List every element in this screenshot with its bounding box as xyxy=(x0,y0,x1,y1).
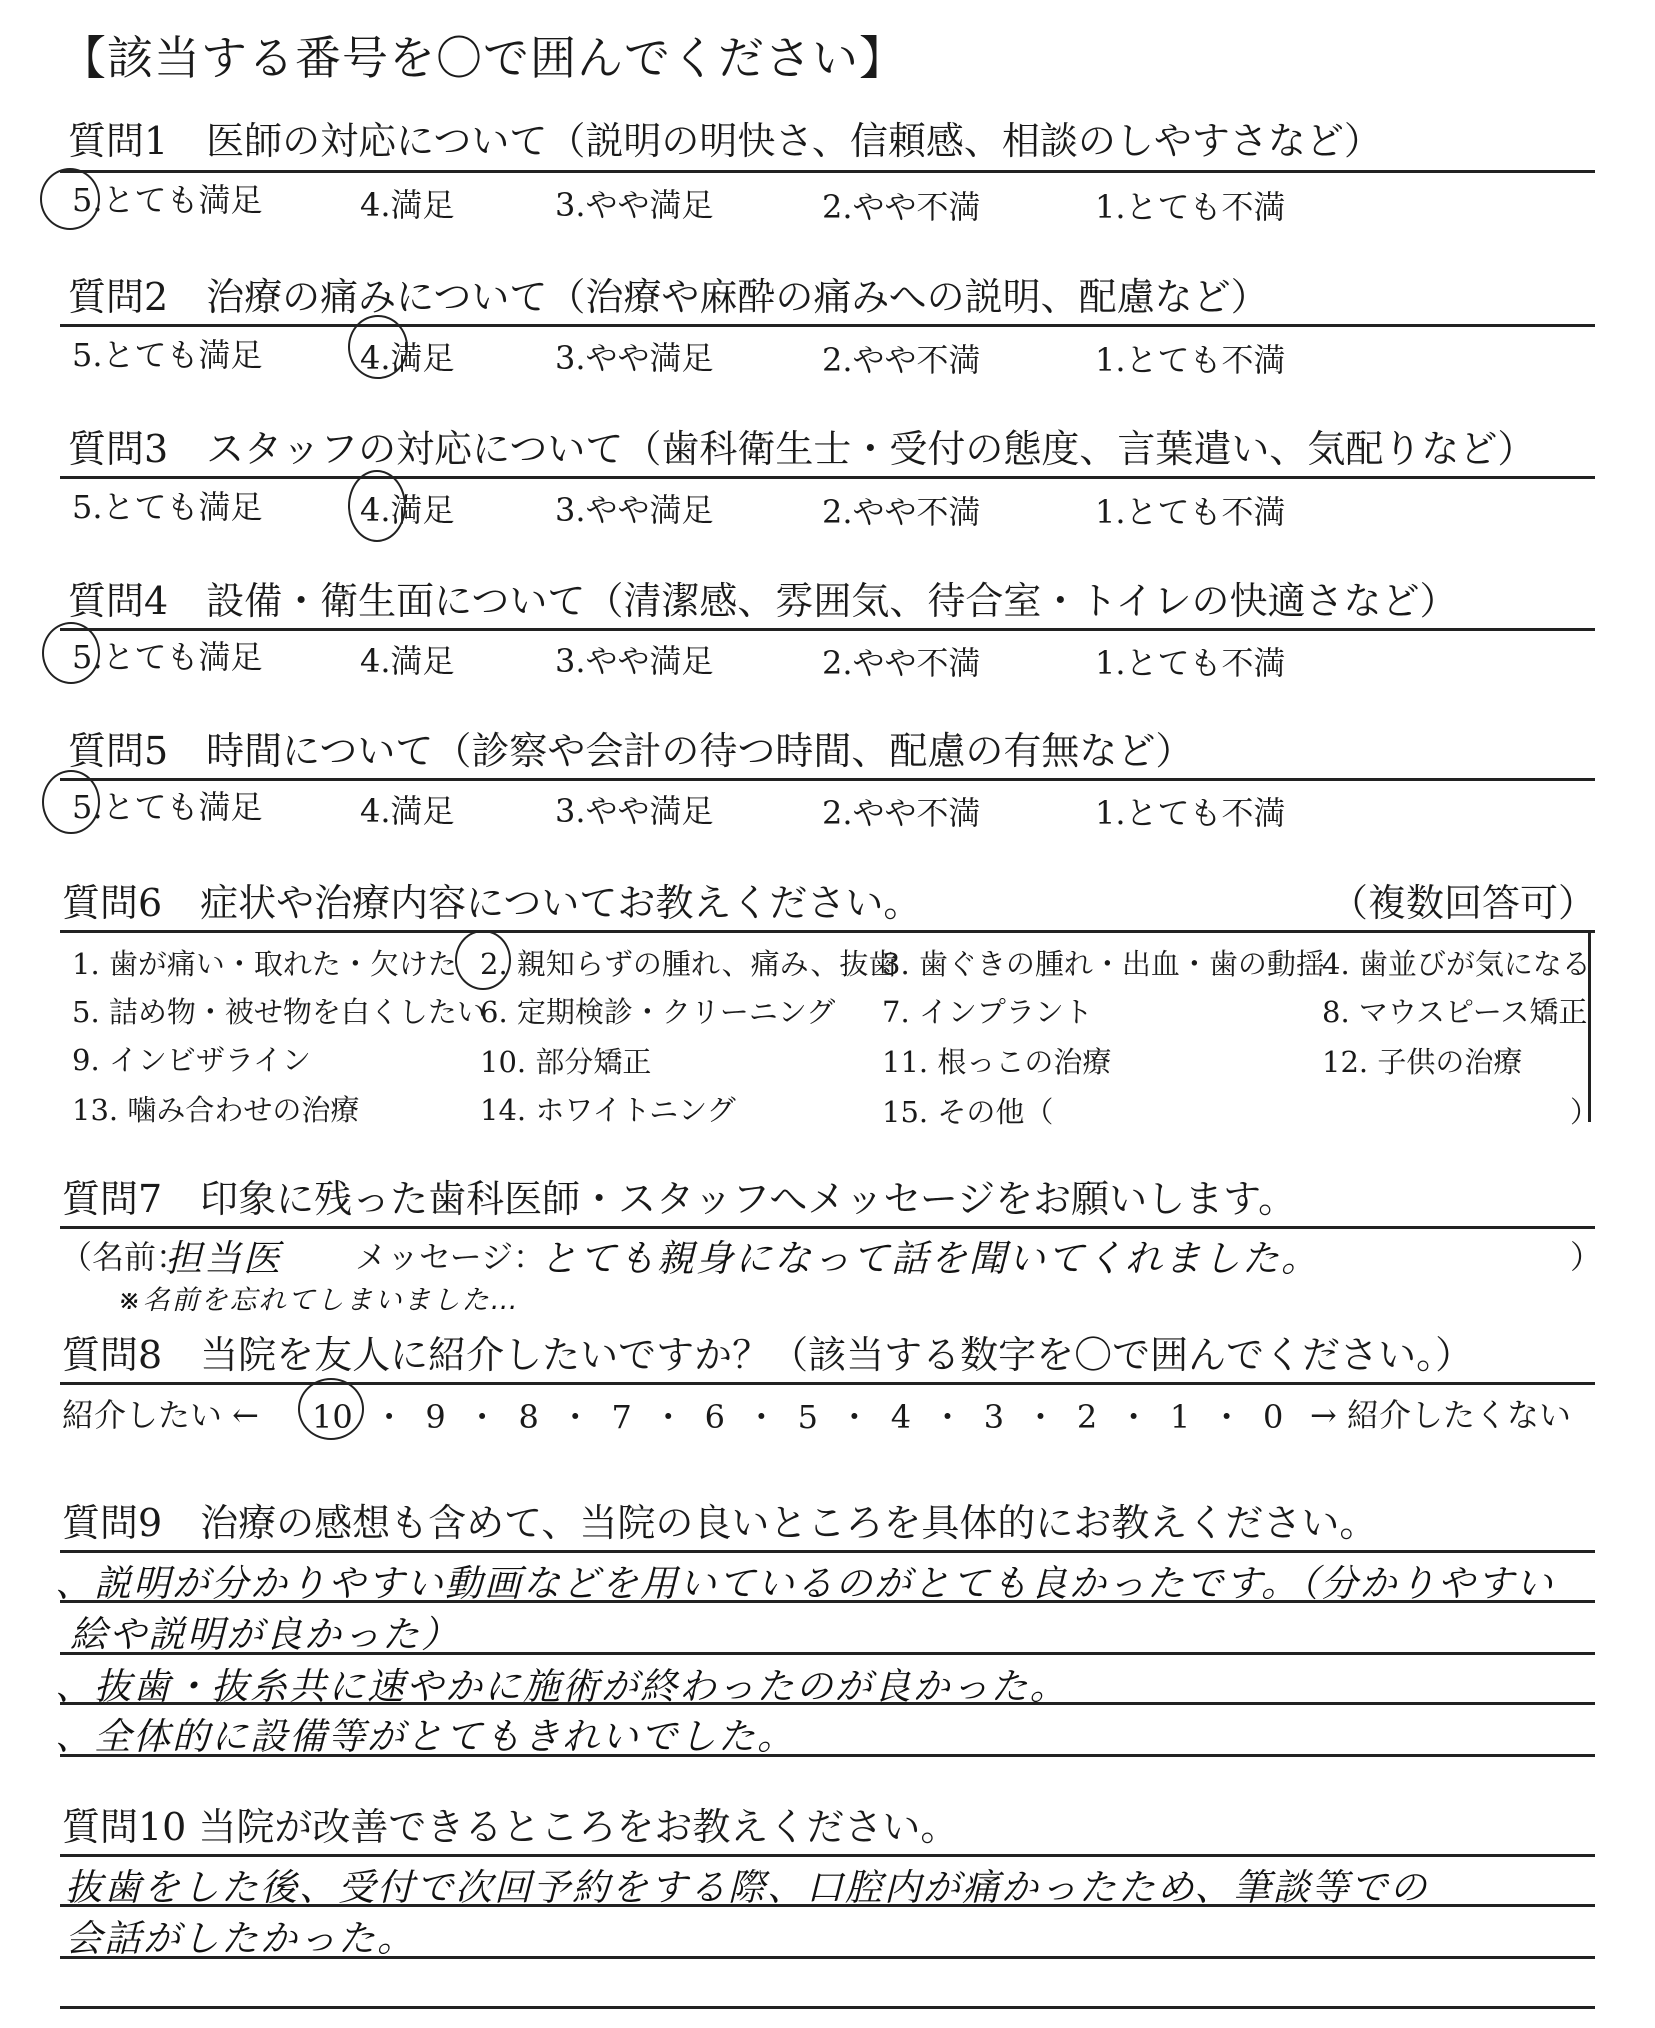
q7-message-label: メッセージ： xyxy=(355,1238,546,1276)
q4-title: 質問4 設備・衛生面について（清潔感、雰囲気、待合室・トイレの快適さなど） xyxy=(68,579,1458,623)
q7-name-label: （名前： xyxy=(60,1238,189,1276)
q8-dot: ・ xyxy=(1107,1398,1160,1436)
q6-item-15[interactable]: 15. その他（ xyxy=(882,1095,1054,1129)
q4-rule xyxy=(60,628,1595,631)
q8-number-7[interactable]: 7 xyxy=(611,1398,632,1436)
q6-item-7[interactable]: 7. インプラント xyxy=(882,995,1093,1029)
q4-option-5[interactable]: 5.とても満足 xyxy=(72,638,263,676)
q8-rule xyxy=(60,1382,1595,1385)
q8-number-2[interactable]: 2 xyxy=(1076,1398,1098,1436)
q6-title: 質問6 症状や治療内容についてお教えください。 xyxy=(62,881,922,925)
q3-selected-circle xyxy=(348,470,406,542)
q8-dot: ・ xyxy=(455,1398,509,1436)
q1-option-2[interactable]: 2.やや不満 xyxy=(822,188,981,226)
q6-item-14[interactable]: 14. ホワイトニング xyxy=(480,1093,736,1127)
q9-answer-line-3: 、抜歯・抜糸共に速やかに施術が終わったのが良かった。 xyxy=(55,1665,1069,1708)
q3-title: 質問3 スタッフの対応について（歯科衛生士・受付の態度、言葉遣い、気配りなど） xyxy=(68,427,1536,471)
q1-option-3[interactable]: 3.やや満足 xyxy=(555,186,714,224)
q2-title: 質問2 治療の痛みについて（治療や麻酔の痛みへの説明、配慮など） xyxy=(68,275,1269,319)
q2-selected-circle xyxy=(348,315,408,379)
q2-option-4[interactable]: 4.満足 xyxy=(360,339,455,377)
q1-option-5[interactable]: 5.とても満足 xyxy=(72,181,263,219)
q8-selected-circle xyxy=(298,1378,364,1440)
q8-number-3[interactable]: 3 xyxy=(983,1398,1005,1436)
q9-answer-line-1: 、説明が分かりやすい動画などを用いているのがとても良かったです。（分かりやすい xyxy=(55,1562,1555,1605)
q2-rule xyxy=(60,324,1595,327)
q5-option-2[interactable]: 2.やや不満 xyxy=(822,794,981,832)
q1-option-4[interactable]: 4.満足 xyxy=(360,186,455,224)
q6-item-12[interactable]: 12. 子供の治療 xyxy=(1322,1045,1523,1079)
q8-dot: ・ xyxy=(735,1398,788,1436)
q8-number-8[interactable]: 8 xyxy=(518,1398,539,1436)
q8-number-10[interactable]: 10 xyxy=(312,1398,353,1436)
q1-rule xyxy=(60,170,1595,173)
q8-dot: ・ xyxy=(642,1398,695,1436)
q6-rule xyxy=(60,930,1595,933)
q10-rule-4 xyxy=(60,2006,1595,2009)
q5-rule xyxy=(60,778,1595,781)
q5-option-1[interactable]: 1.とても不満 xyxy=(1095,794,1286,832)
q2-option-2[interactable]: 2.やや不満 xyxy=(822,341,981,379)
q8-dot: ・ xyxy=(362,1398,416,1436)
q6-other-close-paren: ） xyxy=(1570,1095,1600,1129)
q8-number-5[interactable]: 5 xyxy=(797,1398,819,1436)
q8-left-label: 紹介したい ← xyxy=(62,1396,259,1434)
q3-rule xyxy=(60,476,1595,479)
q5-option-4[interactable]: 4.満足 xyxy=(360,792,455,830)
q9-answer-line-4: 、全体的に設備等がとてもきれいでした。 xyxy=(55,1715,796,1758)
q6-item-13[interactable]: 13. 噛み合わせの治療 xyxy=(72,1093,360,1127)
q7-title: 質問7 印象に残った歯科医師・スタッフへメッセージをお願いします。 xyxy=(62,1177,1297,1221)
q8-scale xyxy=(312,1392,1283,1438)
q8-title: 質問8 当院を友人に紹介したいですか？（該当する数字を〇で囲んでください。） xyxy=(62,1333,1474,1377)
q6-item-5[interactable]: 5. 詰め物・被せ物を白くしたい xyxy=(72,995,486,1029)
q10-answer-line-2: 会話がしたかった。 xyxy=(65,1917,416,1960)
q6-note: （複数回答可） xyxy=(1330,881,1597,925)
q6-selected-circle xyxy=(455,930,511,990)
q8-dot: ・ xyxy=(828,1398,881,1436)
q6-item-4[interactable]: 4. 歯並びが気になる xyxy=(1322,947,1591,981)
q6-item-10[interactable]: 10. 部分矯正 xyxy=(480,1045,652,1079)
q9-title: 質問9 治療の感想も含めて、当院の良いところを具体的にお教えください。 xyxy=(62,1501,1378,1545)
q8-dot: ・ xyxy=(1200,1398,1253,1436)
q8-number-1[interactable]: 1 xyxy=(1169,1398,1191,1436)
q1-selected-circle xyxy=(40,168,100,230)
q6-item-6[interactable]: 6. 定期検診・クリーニング xyxy=(480,995,836,1029)
q6-item-9[interactable]: 9. インビザライン xyxy=(72,1043,312,1077)
q1-title: 質問1 医師の対応について（説明の明快さ、信頼感、相談のしやすさなど） xyxy=(68,119,1382,163)
q9-answer-line-2: 絵や説明が良かった） xyxy=(70,1613,460,1656)
q2-option-5[interactable]: 5.とても満足 xyxy=(72,336,263,374)
q6-item-8[interactable]: 8. マウスピース矯正 xyxy=(1322,995,1588,1029)
q2-option-3[interactable]: 3.やや満足 xyxy=(555,339,714,377)
q2-option-1[interactable]: 1.とても不満 xyxy=(1095,341,1286,379)
q3-option-1[interactable]: 1.とても不満 xyxy=(1095,493,1286,531)
q8-dot: ・ xyxy=(549,1398,602,1436)
q5-option-5[interactable]: 5.とても満足 xyxy=(72,788,263,826)
q8-dot: ・ xyxy=(921,1398,974,1436)
q1-option-1[interactable]: 1.とても不満 xyxy=(1095,188,1286,226)
q4-option-4[interactable]: 4.満足 xyxy=(360,642,455,680)
q7-message-handwritten: とても親身になって話を聞いてくれました。 xyxy=(540,1237,1320,1280)
q7-name-handwritten: 担当医 xyxy=(165,1237,282,1280)
q6-item-3[interactable]: 3. 歯ぐきの腫れ・出血・歯の動揺 xyxy=(882,947,1325,981)
q8-right-label: → 紹介したくない xyxy=(1310,1396,1571,1434)
q8-number-6[interactable]: 6 xyxy=(704,1398,725,1436)
q3-option-3[interactable]: 3.やや満足 xyxy=(555,491,714,529)
q3-option-4[interactable]: 4.満足 xyxy=(360,491,455,529)
q8-number-0[interactable]: 0 xyxy=(1262,1398,1284,1436)
q8-dot: ・ xyxy=(1014,1398,1067,1436)
q6-item-11[interactable]: 11. 根っこの治療 xyxy=(882,1045,1112,1079)
survey-header: 【該当する番号を〇で囲んでください】 xyxy=(60,31,906,85)
q6-item-2[interactable]: 2. 親知らずの腫れ、痛み、抜歯 xyxy=(480,947,898,981)
q3-option-5[interactable]: 5.とても満足 xyxy=(72,488,263,526)
q4-option-1[interactable]: 1.とても不満 xyxy=(1095,644,1286,682)
q4-option-2[interactable]: 2.やや不満 xyxy=(822,644,981,682)
q5-selected-circle xyxy=(42,770,100,834)
q5-title: 質問5 時間について（診察や会計の待つ時間、配慮の有無など） xyxy=(68,729,1194,773)
q6-item-1[interactable]: 1. 歯が痛い・取れた・欠けた xyxy=(72,947,457,981)
q10-answer-line-1: 抜歯をした後、受付で次回予約をする際、口腔内が痛かったため、筆談等での xyxy=(65,1866,1429,1909)
q3-option-2[interactable]: 2.やや不満 xyxy=(822,493,981,531)
q8-number-4[interactable]: 4 xyxy=(890,1398,912,1436)
q7-note-handwritten: ※名前を忘れてしまいました… xyxy=(118,1285,520,1316)
q4-selected-circle xyxy=(42,622,100,684)
q4-option-3[interactable]: 3.やや満足 xyxy=(555,642,714,680)
q10-title: 質問10 当院が改善できるところをお教えください。 xyxy=(62,1805,959,1849)
q7-close-paren: ） xyxy=(1570,1238,1603,1276)
q5-option-3[interactable]: 3.やや満足 xyxy=(555,792,714,830)
q8-number-9[interactable]: 9 xyxy=(425,1398,446,1436)
